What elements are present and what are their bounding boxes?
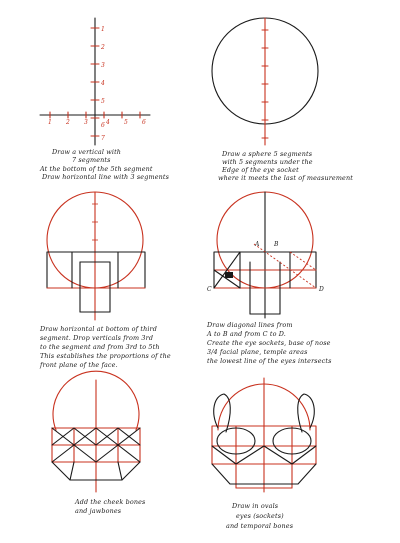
caption-line: Draw a vertical with <box>52 148 122 156</box>
h-number-1: 1 <box>48 119 52 126</box>
diagonal-dashed <box>254 244 316 288</box>
caption-line: This establishes the proportions of the <box>40 352 171 360</box>
caption-line: Draw horizontal line with 3 segments <box>42 173 170 181</box>
axis-number-1: 1 <box>101 26 105 33</box>
axis-number-5: 5 <box>101 98 105 105</box>
caption-step-1 <box>39 148 170 181</box>
panel-step-2 <box>212 18 353 182</box>
h-number-5: 5 <box>124 119 128 126</box>
vertical-axis-numbers <box>100 26 105 142</box>
caption-line: 7 segments <box>72 156 111 164</box>
caption-step-5 <box>74 498 146 515</box>
caption-line: where it meets the last of measurement <box>218 174 353 182</box>
caption-line: Edge of the eye socket <box>222 166 299 174</box>
jaw-line <box>118 462 122 480</box>
h-number-3: 3 <box>84 119 88 126</box>
h-number-2: 2 <box>66 119 70 126</box>
filled-marker <box>225 272 233 278</box>
caption-line: eyes (sockets) <box>236 512 284 520</box>
caption-line: Draw in ovals <box>232 502 279 510</box>
panel-step-1 <box>39 18 170 181</box>
point-label-b: B <box>274 241 279 248</box>
caption-line: At the bottom of the 5th segment <box>40 165 153 173</box>
horizontal-axis-numbers <box>48 119 146 126</box>
axis-number-2: 2 <box>101 44 105 51</box>
caption-step-3 <box>39 325 171 369</box>
panel-step-5 <box>52 371 146 515</box>
diagonal-dashed <box>290 252 316 270</box>
h-number-6: 6 <box>142 119 146 126</box>
panel-step-3 <box>39 192 171 369</box>
caption-line: A to B and from C to D. <box>207 330 286 338</box>
point-label-a: A <box>255 241 260 248</box>
caption-line: the lowest line of the eyes intersects <box>207 357 332 365</box>
axis-number-4: 4 <box>101 80 105 87</box>
caption-step-4 <box>206 321 332 365</box>
caption-line: and temporal bones <box>226 522 294 530</box>
axis-number-7: 7 <box>101 135 105 142</box>
caption-line: segment. Drop verticals from 3rd <box>40 334 154 342</box>
jaw-line <box>70 462 74 480</box>
panel-step-4 <box>206 192 332 365</box>
caption-line: Draw diagonal lines from <box>207 321 293 329</box>
axis-number-6: 6 <box>101 122 105 129</box>
caption-line: and jawbones <box>75 507 122 515</box>
caption-line: to the segment and from 3rd to 5th <box>40 343 160 351</box>
caption-line: Add the cheek bones <box>75 498 146 506</box>
caption-line: 3/4 facial plane, temple areas <box>207 348 308 356</box>
panel-step-6 <box>212 378 316 530</box>
caption-line: front plane of the face. <box>40 361 118 369</box>
caption-line: Draw a sphere 5 segments <box>222 150 313 158</box>
front-plane-box <box>47 252 145 288</box>
caption-step-6 <box>226 502 294 530</box>
axis-number-3: 3 <box>101 62 105 69</box>
h-number-4: 4 <box>106 119 110 126</box>
caption-line: Draw horizontal at bottom of third <box>40 325 157 333</box>
point-label-c: C <box>207 286 212 293</box>
point-label-d: D <box>319 286 324 293</box>
caption-step-2 <box>218 150 353 182</box>
caption-line: with 5 segments under the <box>222 158 313 166</box>
caption-line: Create the eye sockets, base of nose <box>207 339 331 347</box>
